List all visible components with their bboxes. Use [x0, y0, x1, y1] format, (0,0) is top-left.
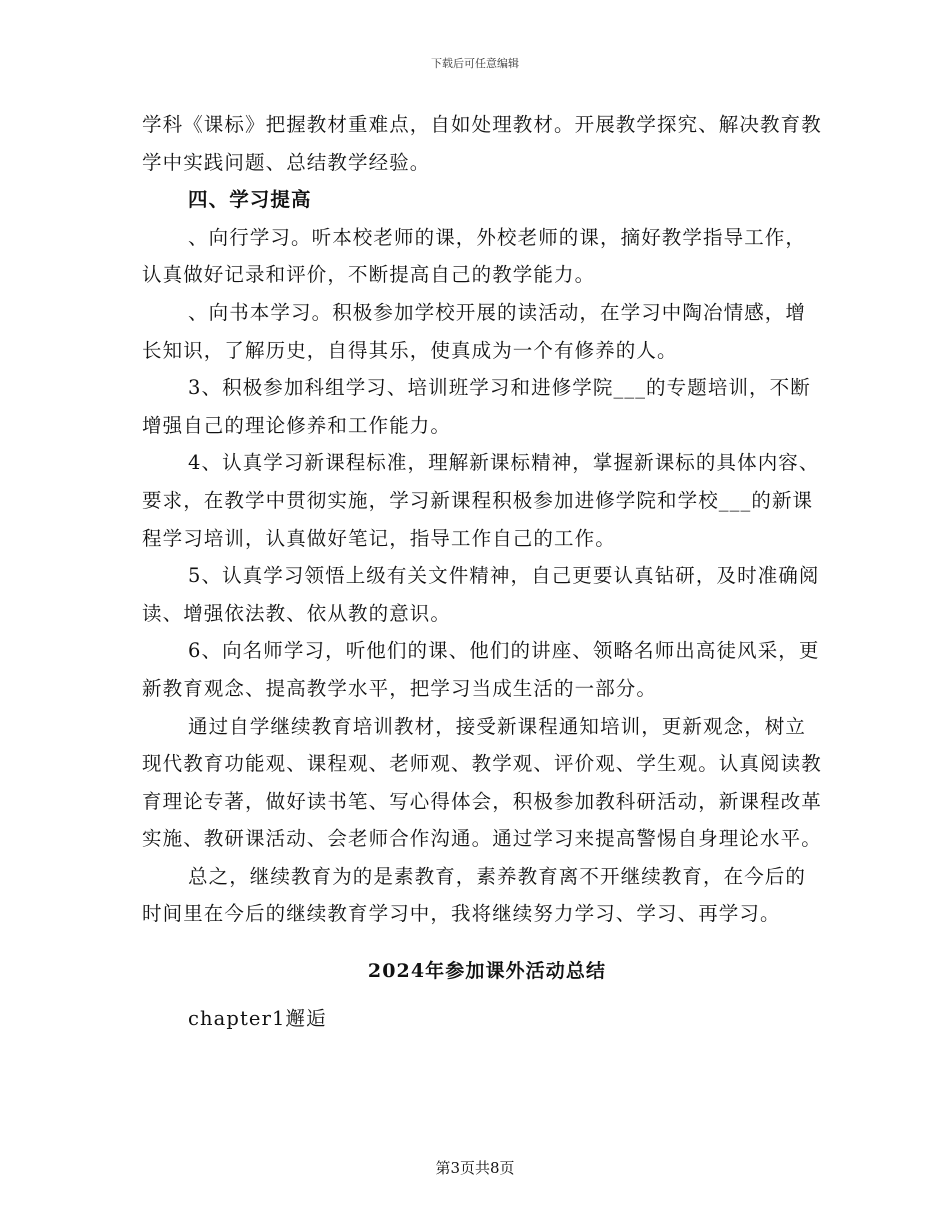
paragraph-item-3: 3、积极参加科组学习、培训班学习和进修学院___的专题培训，不断增强自己的理论修养和工作能力。: [142, 376, 811, 437]
paragraph-item-5: 5、认真学习领悟上级有关文件精神，自己更要认真钻研，及时准确阅读、增强依法教、依从教的意识。: [142, 564, 820, 625]
section-title: 2024年参加课外活动总结: [367, 960, 607, 983]
paragraph-item-4: 4、认真学习新课程标准，理解新课标精神，掌握新课标的具体内容、要求，在教学中贯彻实施，学习新课程积极参加进修学院和学校___的新课程学习培训，认真做好笔记，指导工作自己的工作。: [142, 451, 820, 550]
document-body: [142, 106, 822, 1038]
paragraph-item-6: 6、向名师学习，听他们的课、他们的讲座、领略名师出高徒风采，更新教育观念、提高教学水平，把学习当成生活的一部分。: [142, 639, 820, 700]
chapter-line: chapter1邂逅: [188, 1007, 327, 1031]
paragraph-item-2: 、向书本学习。积极参加学校开展的读活动，在学习中陶冶情感，增长知识，了解历史，自得其乐，使真成为一个有修养的人。: [142, 300, 807, 362]
page-header: 下载后可任意编辑: [431, 57, 519, 70]
section-heading-study: 四、学习提高: [188, 188, 312, 212]
paragraph-summary-study: 通过自学继续教育培训教材，接受新课程通知培训，更新观念，树立现代教育功能观、课程观、老师观、教学观、评价观、学生观。认真阅读教育理论专著，做好读书笔、写心得体会，积极参加教科研活动，新课程改革实施、教研课活动、会老师合作沟通。通过学习来提高警惕自身理论水平。: [142, 714, 822, 851]
paragraph-continuation: 学科《课标》把握教材重难点，自如处理教材。开展教学探究、解决教育教学中实践问题、总结教学经验。: [142, 113, 822, 174]
paragraph-conclusion: 总之，继续教育为的是素教育，素养教育离不开继续教育，在今后的时间里在今后的继续教育学习中，我将继续努力学习、学习、再学习。: [142, 864, 807, 926]
page-footer: 第3页共8页: [435, 1159, 515, 1177]
paragraph-item-1: 、向行学习。听本校老师的课，外校老师的课，摘好教学指导工作，认真做好记录和评价，不断提高自己的教学能力。: [142, 225, 807, 287]
